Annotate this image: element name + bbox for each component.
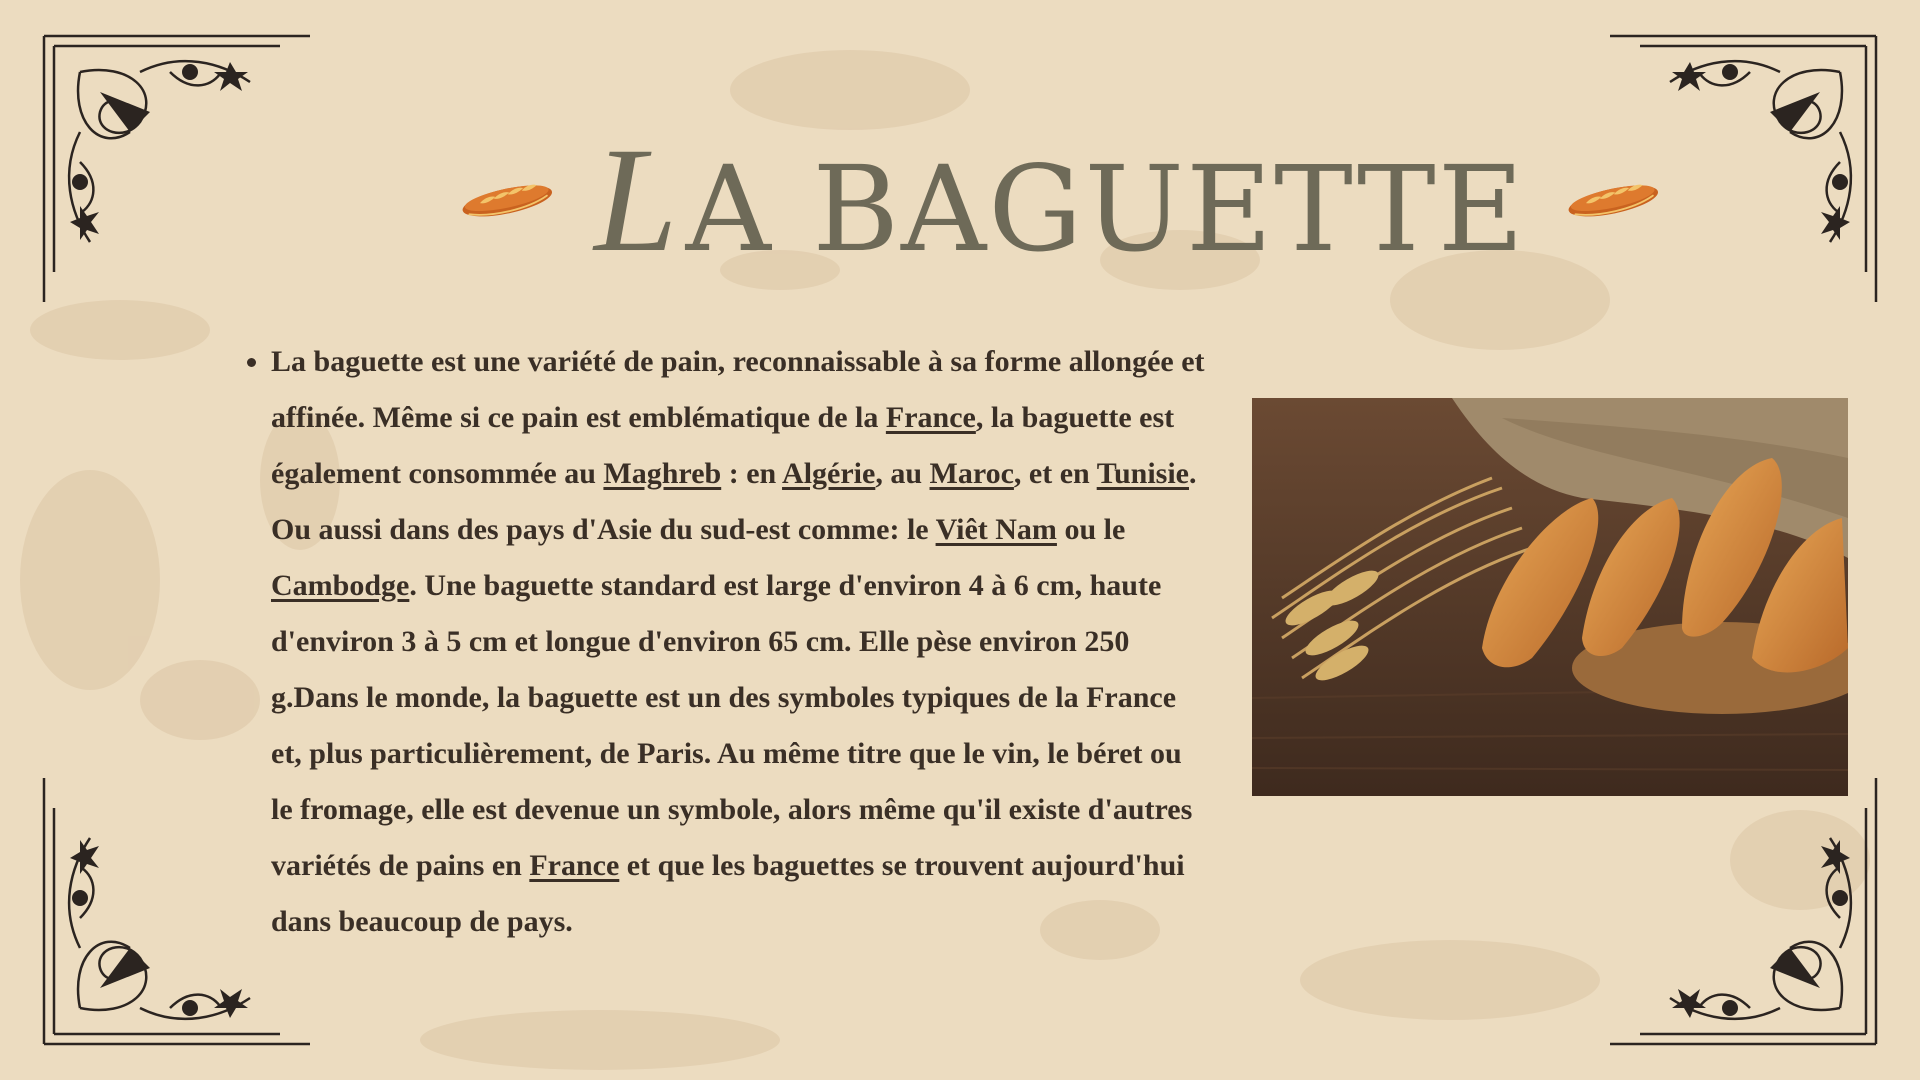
link-maghreb[interactable]: Maghreb — [603, 457, 722, 490]
bread-and-wheat-photo — [1252, 398, 1848, 796]
title-rest: A BAGUETTE — [685, 140, 1526, 278]
paragraph-text: : en — [721, 457, 783, 490]
paragraph-text: . Une baguette standard est large d'environ 4 à 6 cm, haute d'environ 3 à 5 cm et longue d'environ 65 cm. Elle pèse environ 250 g.Dans le monde, la baguette est un des symboles typiques de la France et, plus particulièrement, de Paris. Au même titre que le vin, le béret ou le fromage, elle est devenue un symbole, alors même qu'il existe d'autres variétés de pains en — [271, 569, 1193, 882]
link-tunisie[interactable]: Tunisie — [1096, 457, 1189, 490]
title-row — [460, 117, 1660, 283]
paragraph-text: et que les baguettes se trouvent aujourd'hui dans beaucoup de pays. — [271, 849, 1185, 938]
link-vi-t-nam[interactable]: Viêt Nam — [935, 513, 1057, 546]
paragraph-text: , au — [875, 457, 930, 490]
paragraph-text: . Ou aussi dans des pays d'Asie du sud-est comme: le — [271, 457, 1197, 546]
link-maroc[interactable]: Maroc — [929, 457, 1014, 490]
ornamental-corner-icon — [1600, 768, 1880, 1048]
baguette-icon — [1566, 145, 1660, 255]
link-alg-rie[interactable]: Algérie — [782, 457, 876, 490]
page-title — [594, 114, 1526, 286]
paragraph-text: , la baguette est également consommée au — [271, 401, 1175, 490]
content-area — [245, 334, 1205, 950]
link-france[interactable]: France — [885, 401, 976, 434]
link-france[interactable]: France — [529, 849, 620, 882]
paragraph-text: La baguette est une variété de pain, reconnaissable à sa forme allongée et affinée. Même si ce pain est emblématique de la — [271, 345, 1205, 434]
ornamental-corner-icon — [40, 32, 320, 312]
bullet-list — [245, 334, 1205, 950]
paragraph-text: ou le — [1056, 513, 1126, 546]
link-cambodge[interactable]: Cambodge — [271, 569, 410, 602]
title-initial: L — [594, 117, 680, 283]
bullet-paragraph — [271, 334, 1205, 950]
paragraph-text: , et en — [1013, 457, 1097, 490]
baguette-icon — [460, 145, 554, 255]
